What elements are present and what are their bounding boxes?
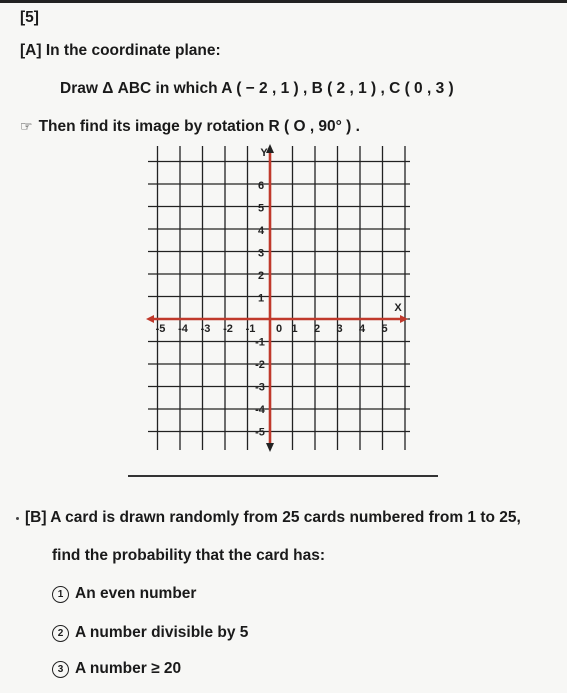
- triangle-instruction: Draw Δ ABC in which A ( − 2 , 1 ) , B ( 2 , 1 ) , C ( 0 , 3 ): [60, 80, 454, 97]
- option-1: [52, 585, 196, 603]
- x-tick-label: 4: [358, 323, 366, 335]
- question-number: [5]: [20, 9, 39, 26]
- y-tick-label: 4: [257, 225, 265, 237]
- option-marker: 2: [52, 625, 69, 642]
- bullet-dot: [16, 517, 19, 520]
- option-marker: 3: [52, 661, 69, 678]
- y-tick-label: 1: [257, 292, 265, 305]
- pointing-hand-icon: ☞: [20, 118, 33, 134]
- y-tick-label: -5: [255, 426, 265, 439]
- separator-line: [128, 475, 438, 477]
- x-tick-label: 5: [381, 323, 388, 335]
- y-tick-label: 2: [257, 270, 265, 282]
- y-axis-arrow-down-icon: [266, 443, 274, 452]
- x-tick-label: -1: [245, 323, 256, 335]
- y-tick-label: -4: [255, 404, 265, 416]
- option-2: [52, 624, 248, 642]
- x-tick-label: -4: [178, 323, 188, 335]
- x-axis-arrow-left-icon: [146, 315, 154, 323]
- coordinate-plane[interactable]: [140, 138, 420, 463]
- top-rule: [0, 0, 567, 3]
- x-tick-label: 3: [336, 323, 343, 335]
- y-tick-label: 3: [257, 247, 265, 260]
- y-tick-label: -1: [255, 336, 265, 349]
- x-tick-label: -2: [223, 323, 233, 335]
- x-tick-label: 2: [313, 323, 321, 335]
- x-tick-label: 1: [291, 323, 298, 335]
- option-3: [52, 660, 181, 678]
- x-axis-label: X: [394, 302, 402, 314]
- option-text: An even number: [75, 585, 197, 602]
- rotation-text: Then find its image by rotation R ( O , 90° ) .: [38, 118, 360, 135]
- y-axis-label: Y: [260, 147, 268, 159]
- x-tick-label: -5: [155, 323, 166, 335]
- y-tick-label: 6: [257, 180, 265, 192]
- probability-prompt: find the probability that the card has:: [52, 547, 325, 564]
- rotation-instruction: [20, 118, 360, 136]
- y-tick-label: -3: [255, 381, 265, 394]
- x-axis-arrow-icon: [400, 315, 408, 323]
- y-tick-label: 5: [257, 202, 265, 215]
- part-b-heading: [B] A card is drawn randomly from 25 cards numbered from 1 to 25,: [25, 509, 521, 526]
- option-text: A number divisible by 5: [75, 624, 249, 641]
- option-marker: 1: [52, 586, 69, 603]
- x-tick-label: -3: [200, 323, 211, 335]
- part-a-heading: [A] In the coordinate plane:: [20, 42, 221, 59]
- option-text: A number ≥ 20: [75, 660, 182, 677]
- y-tick-label: -2: [255, 359, 265, 371]
- origin-label: 0: [275, 323, 283, 335]
